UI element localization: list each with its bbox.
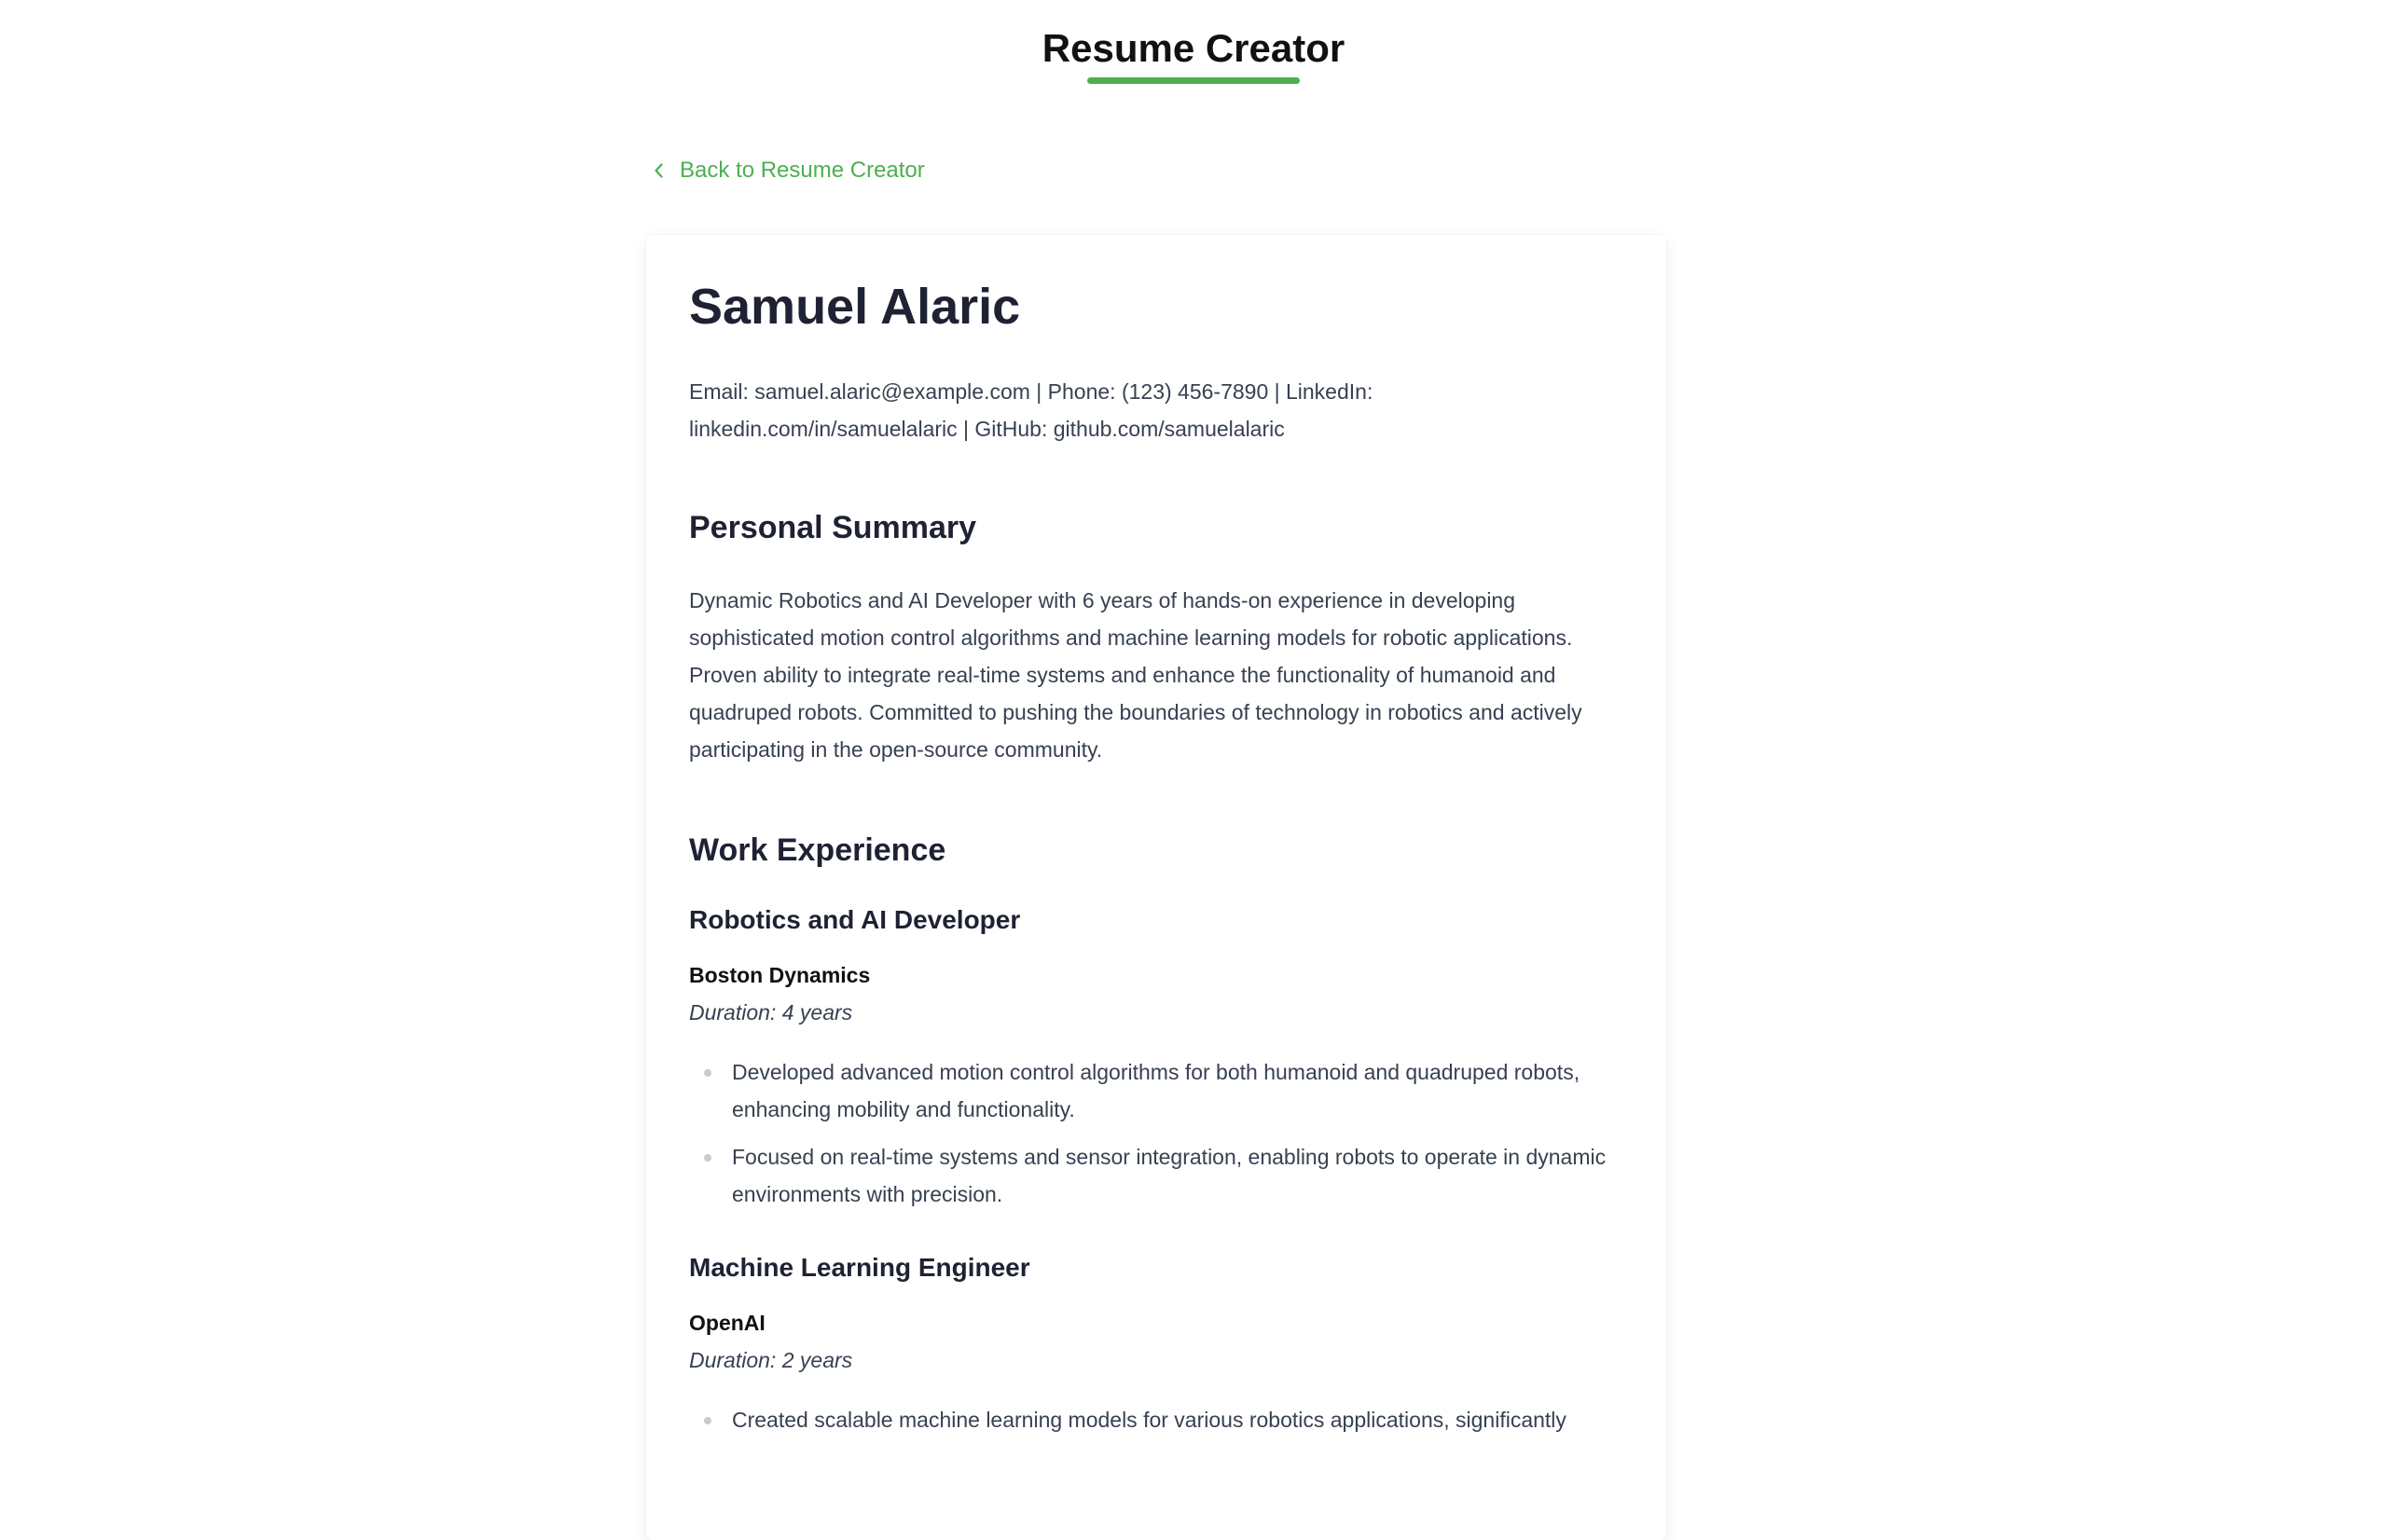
page-title: Resume Creator — [1042, 26, 1345, 70]
company-name: Boston Dynamics — [689, 963, 871, 987]
page-header — [0, 0, 2387, 84]
job-entry — [689, 902, 1623, 1213]
summary-heading: Personal Summary — [689, 510, 977, 545]
back-to-resume-creator-link[interactable] — [650, 155, 925, 186]
company-name: OpenAI — [689, 1311, 766, 1335]
job-bullet: Developed advanced motion control algorithms for both humanoid and quadruped robots, enhancing mobility and functionality. — [689, 1053, 1623, 1128]
job-bullets — [689, 1401, 1623, 1438]
work-experience-heading: Work Experience — [689, 832, 946, 868]
job-bullets — [689, 1053, 1623, 1213]
job-bullet: Created scalable machine learning models for various robotics applications, significantly — [689, 1401, 1623, 1438]
job-entry — [689, 1250, 1623, 1438]
job-title: Robotics and AI Developer — [689, 905, 1021, 934]
job-bullet: Focused on real-time systems and sensor integration, enabling robots to operate in dynamic environments with precision. — [689, 1138, 1623, 1213]
title-underline — [1087, 77, 1300, 84]
job-duration: Duration: 4 years — [689, 1000, 853, 1024]
back-link-label: Back to Resume Creator — [680, 158, 925, 183]
job-duration: Duration: 2 years — [689, 1348, 853, 1372]
job-title: Machine Learning Engineer — [689, 1253, 1030, 1282]
contact-info: Email: samuel.alaric@example.com | Phone: (123) 456-7890 | LinkedIn: linkedin.com/in/samuelalaric | GitHub: github.com/samuelalaric — [689, 379, 1373, 441]
resume-card — [646, 235, 1666, 1540]
summary-text: Dynamic Robotics and AI Developer with 6 years of hands-on experience in developing sophisticated motion control algorithms and machine learning models for robotic applications. Proven ability to integrate real-time systems and enhance the functionality of humanoid and quadruped robots. Committed to pushing the boundaries of technology in robotics and actively participating in the open-source community. — [689, 588, 1582, 762]
resume-name: Samuel Alaric — [689, 279, 1021, 335]
chevron-left-icon — [650, 161, 669, 180]
